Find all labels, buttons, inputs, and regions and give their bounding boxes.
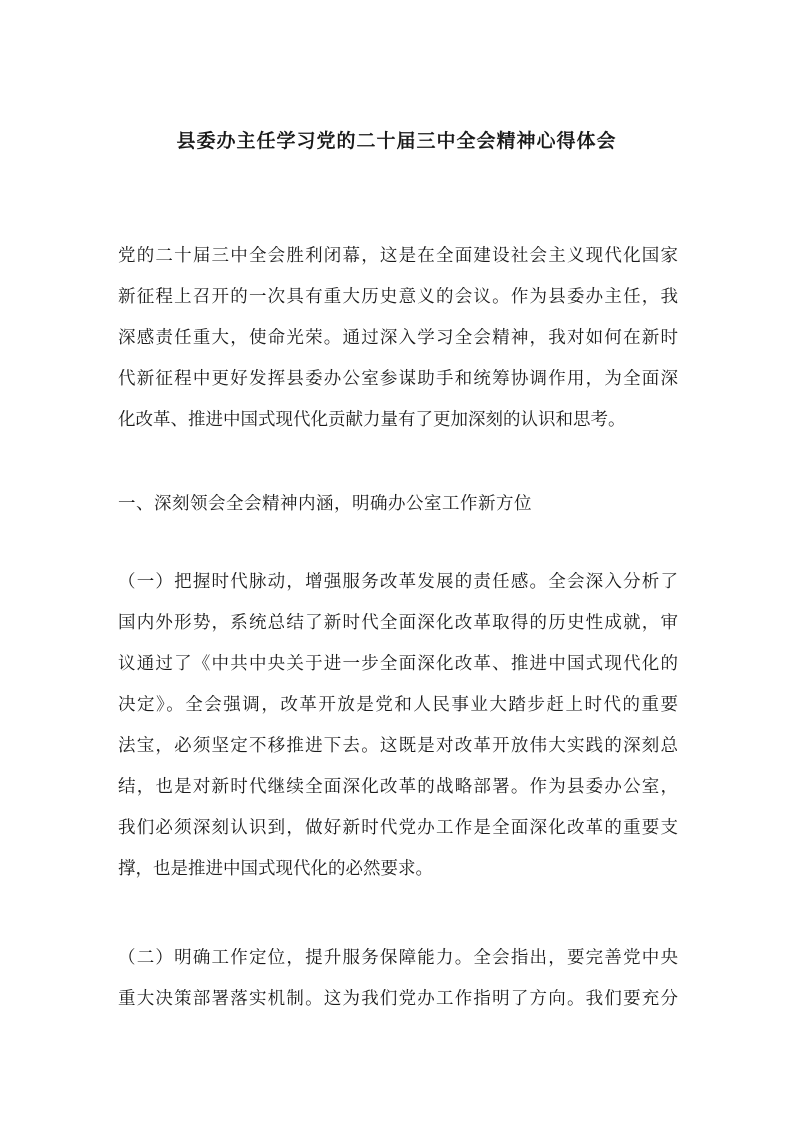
- section-heading: 一、深刻领会全会精神内涵，明确办公室工作新方位: [118, 494, 532, 514]
- paragraph-line: （一）把握时代脉动，增强服务改革发展的责任感。全会深入分析了: [118, 572, 678, 592]
- paragraph-line: 议通过了《中共中央关于进一步全面深化改革、推进中国式现代化的: [118, 654, 678, 674]
- paragraph-line: 深感责任重大，使命光荣。通过深入学习全会精神，我对如何在新时: [118, 328, 678, 348]
- paragraph-line: 撑，也是推进中国式现代化的必然要求。: [118, 859, 433, 879]
- paragraph-line: 党的二十届三中全会胜利闭幕，这是在全面建设社会主义现代化国家: [118, 246, 678, 266]
- document-title: 县委办主任学习党的二十届三中全会精神心得体会: [176, 130, 617, 152]
- paragraph-line: 新征程上召开的一次具有重大历史意义的会议。作为县委办主任，我: [118, 287, 678, 307]
- paragraph-line: 代新征程中更好发挥县委办公室参谋助手和统筹协调作用，为全面深: [118, 369, 678, 389]
- paragraph-line: 国内外形势，系统总结了新时代全面深化改革取得的历史性成就，审: [118, 613, 678, 633]
- paragraph-line: 法宝，必须坚定不移推进下去。这既是对改革开放伟大实践的深刻总: [118, 736, 678, 756]
- paragraph-line: 化改革、推进中国式现代化贡献力量有了更加深刻的认识和思考。: [118, 410, 626, 430]
- paragraph-line: 我们必须深刻认识到，做好新时代党办工作是全面深化改革的重要支: [118, 818, 678, 838]
- paragraph-line: 结，也是对新时代继续全面深化改革的战略部署。作为县委办公室，: [118, 777, 678, 797]
- paragraph-line: （二）明确工作定位，提升服务保障能力。全会指出，要完善党中央: [118, 948, 678, 968]
- paragraph-line: 重大决策部署落实机制。这为我们党办工作指明了方向。我们要充分: [118, 989, 678, 1009]
- paragraph-line: 决定》。全会强调，改革开放是党和人民事业大踏步赶上时代的重要: [118, 695, 678, 715]
